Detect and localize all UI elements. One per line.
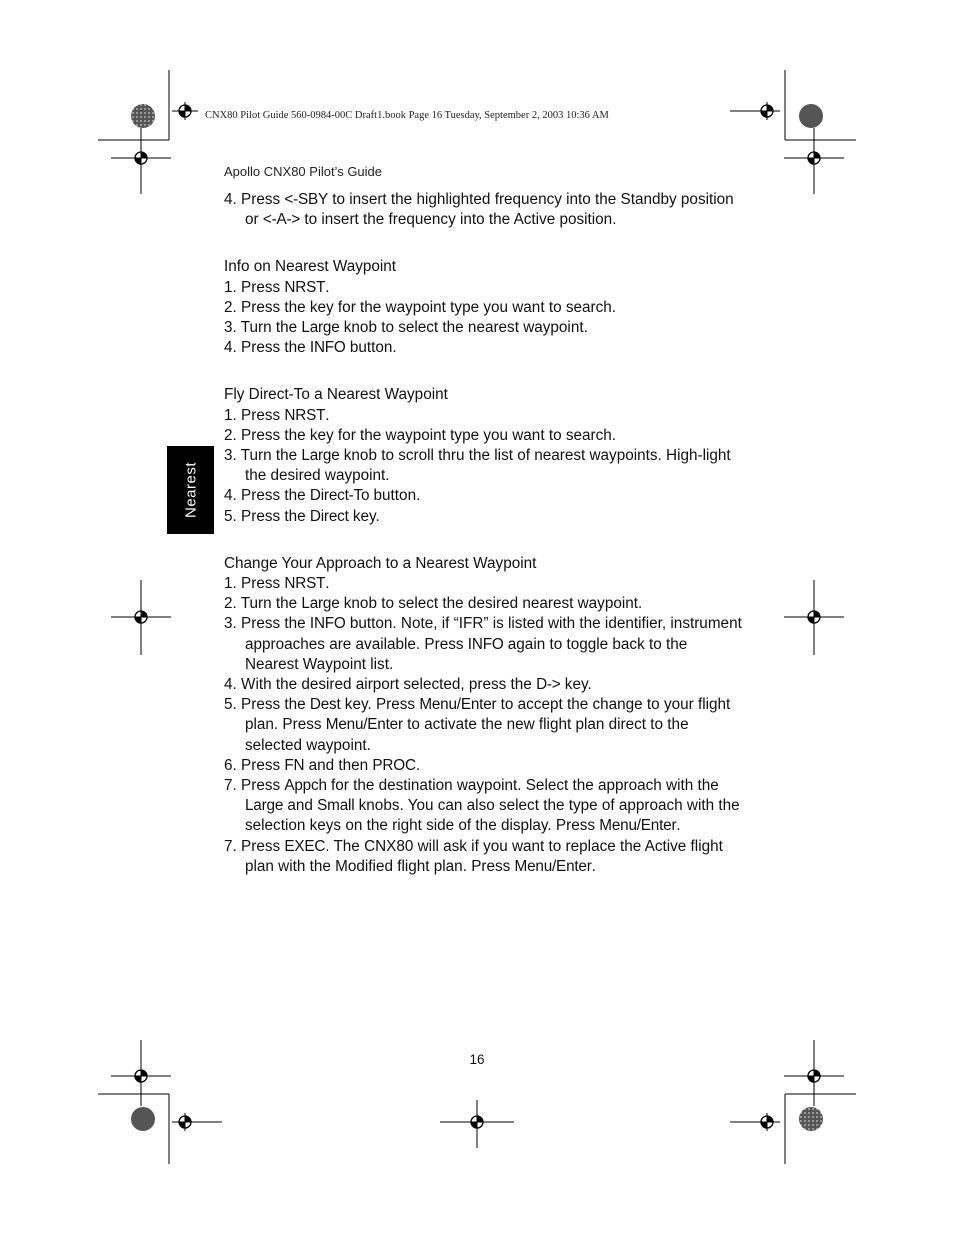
color-target-icon [131, 1107, 155, 1131]
key-label: <-SBY [284, 191, 329, 208]
list-item: 3. Press the INFO button. Note, if “IFR” is listed with the identifier, instrument approaches are available. Press INFO again to toggle back to the Nearest Waypoint list. [224, 615, 742, 673]
section-info-nearest [224, 257, 744, 358]
color-target-icon [131, 104, 155, 128]
key-label: Menu/Enter [419, 696, 497, 714]
section-change-approach [224, 554, 744, 877]
list-item: 7. Press Appch for the destination waypoint. Select the approach with the Large and Small knobs. You can also select the type of approach with the selection keys on the right side of the display. Press Menu/Enter. [224, 777, 740, 835]
key-label: Large [301, 319, 340, 337]
key-label: Menu/Enter [514, 857, 592, 875]
key-label: Large [301, 595, 340, 613]
key-label: Dest [309, 696, 341, 714]
key-label: D-> [536, 676, 561, 694]
list-item: 5. Press the Dest key. Press Menu/Enter to accept the change to your flight plan. Press Menu/Enter to activate the new flight plan direct to the selected waypoint. [224, 696, 731, 754]
key-label: Large [245, 797, 284, 815]
key-label: FN [284, 756, 305, 774]
list-item: 1. Press NRST. [224, 575, 330, 593]
key-label: Direct-To [309, 487, 370, 505]
key-label: NRST [284, 278, 326, 296]
key-label: <-A-> [262, 211, 301, 229]
page-content [224, 190, 744, 877]
key-label: Small [317, 797, 355, 815]
key-label: INFO [309, 339, 346, 357]
list-item: 6. Press FN and then PROC. [224, 756, 421, 774]
section-tab [167, 446, 214, 534]
key-label: Menu/Enter [325, 716, 403, 734]
section-heading: Change Your Approach to a Nearest Waypoint [224, 554, 537, 572]
key-label: NRST [284, 575, 326, 593]
list-item: 7. Press EXEC. The CNX80 will ask if you want to replace the Active flight plan with the Modified flight plan. Press Menu/Enter. [224, 837, 723, 875]
page-number: 16 [469, 1052, 485, 1067]
section-heading: Fly Direct-To a Nearest Waypoint [224, 386, 448, 404]
color-target-icon [799, 1107, 823, 1131]
list-item: 4. Press the INFO button. [224, 339, 397, 357]
section-heading: Info on Nearest Waypoint [224, 258, 397, 276]
key-label: INFO [309, 615, 346, 633]
list-item: 2. Press the key for the waypoint type you want to search. [224, 426, 616, 444]
section-fly-direct-to [224, 385, 744, 526]
list-item: 4. Press the Direct-To button. [224, 487, 421, 505]
key-label: EXEC [284, 837, 326, 855]
section-tab-label: Nearest [182, 461, 199, 519]
list-item: 2. Turn the Large knob to select the desired nearest waypoint. [224, 595, 643, 613]
list-item: 4. With the desired airport selected, press the D-> key. [224, 676, 592, 694]
key-label: NRST [284, 406, 326, 424]
list-item: 3. Turn the Large knob to select the nearest waypoint. [224, 319, 588, 337]
key-label: Appch [284, 777, 327, 795]
print-slug: CNX80 Pilot Guide 560-0984-00C Draft1.book Page 16 Tuesday, September 2, 2003 10:36 AM [205, 110, 609, 121]
list-item: 3. Turn the Large knob to scroll thru the list of nearest waypoints. High-light the desired waypoint. [224, 447, 731, 485]
running-head: Apollo CNX80 Pilot’s Guide [224, 164, 383, 179]
key-label: Menu/Enter [599, 817, 677, 835]
color-target-icon [799, 104, 823, 128]
key-label: Direct [309, 507, 349, 525]
list-item: 2. Press the key for the waypoint type you want to search. [224, 298, 616, 316]
list-item: 1. Press NRST. [224, 278, 330, 296]
key-label: INFO [467, 635, 504, 653]
key-label: Large [301, 447, 340, 465]
list-item: 4. Press <-SBY to insert the highlighted frequency into the Standby position or <-A-> to insert the frequency into the Active position. [224, 191, 734, 229]
list-item: 5. Press the Direct key. [224, 507, 380, 525]
key-label: PROC [372, 756, 416, 774]
list-item: 1. Press NRST. [224, 406, 330, 424]
